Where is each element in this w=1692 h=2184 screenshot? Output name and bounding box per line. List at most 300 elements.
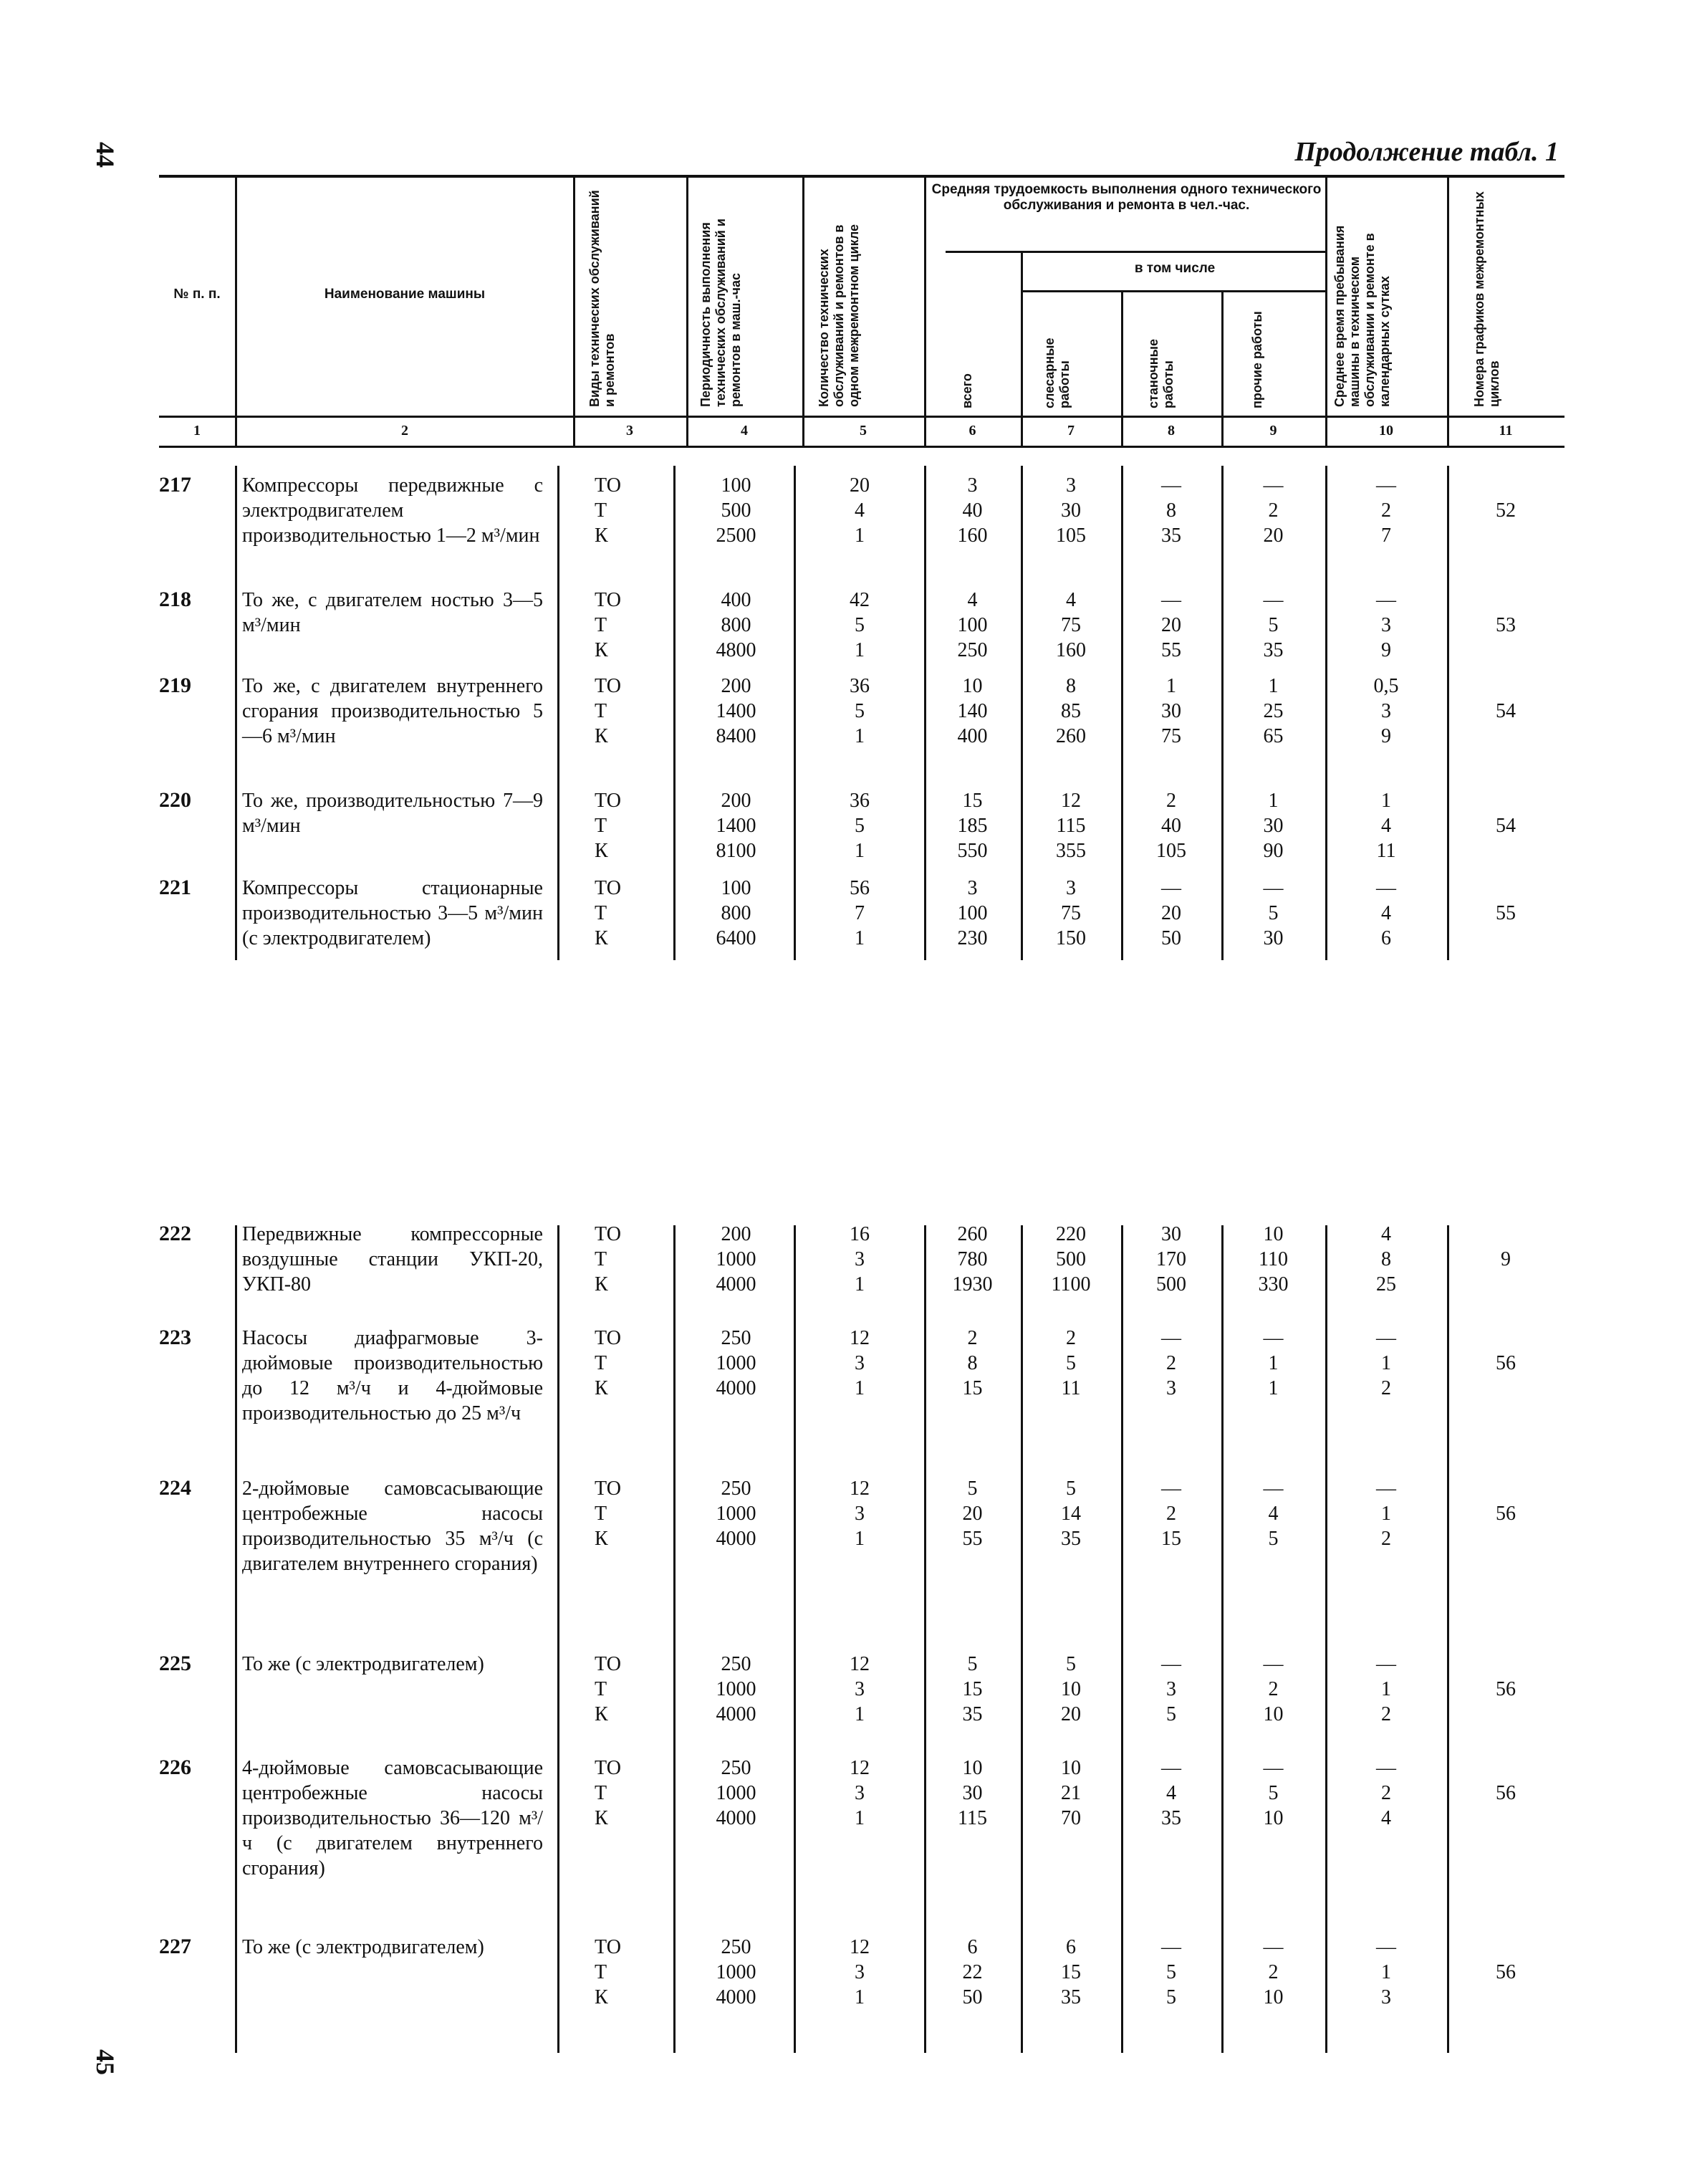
- cell-types: [566, 1222, 673, 1297]
- cell-value: Т: [595, 1503, 607, 1525]
- cell-fitter: [1021, 1756, 1121, 1831]
- cell-value: 2: [1268, 1678, 1279, 1700]
- row-number: 226: [159, 1756, 191, 1779]
- cell-value: —: [1263, 1757, 1284, 1779]
- cell-value: 8: [1166, 499, 1176, 522]
- cell-types: [566, 1935, 673, 2010]
- cell-count: [795, 788, 924, 863]
- cell-value: 20: [850, 474, 870, 497]
- machine-name: То же, производительностью 7—9 м³/мин: [242, 790, 543, 837]
- cell-value: 30: [1061, 499, 1081, 522]
- cell-value: Т: [595, 815, 607, 837]
- cell-value: 330: [1258, 1273, 1289, 1295]
- cell-period: [677, 1652, 795, 1727]
- cell-count: [795, 1652, 924, 1727]
- cell-value: —: [1263, 1477, 1284, 1500]
- cell-graph-number: 56: [1496, 1782, 1516, 1804]
- cell-value: 100: [957, 614, 988, 636]
- cell-count: [795, 1476, 924, 1551]
- group-rule: [946, 251, 1325, 253]
- cell-value: Т: [595, 614, 607, 636]
- cell-value: ТО: [595, 1223, 621, 1245]
- cell-other: [1221, 1476, 1325, 1551]
- cell-machine: [1121, 473, 1221, 548]
- cell-period: [677, 588, 795, 663]
- cell-value: 3: [855, 1248, 865, 1270]
- cell-value: 100: [721, 474, 751, 497]
- header-machine-work: станочные работы: [1146, 339, 1176, 408]
- header-service-types: Виды технических обслуживаний и ремонтов: [587, 190, 617, 407]
- cell-value: 1: [1268, 1352, 1279, 1374]
- cell-value: ТО: [595, 1757, 621, 1779]
- cell-value: —: [1263, 1936, 1284, 1958]
- cell-value: 3: [967, 474, 978, 497]
- cell-value: 50: [1161, 927, 1181, 949]
- cell-value: 3: [855, 1503, 865, 1525]
- cell-value: 6: [1066, 1936, 1076, 1958]
- row-number: 217: [159, 473, 191, 497]
- cell-value: 40: [962, 499, 983, 522]
- cell-value: 105: [1056, 525, 1086, 547]
- cell-value: 105: [1156, 840, 1186, 862]
- cell-value: —: [1161, 1327, 1181, 1349]
- cell-value: 1000: [716, 1352, 756, 1374]
- cell-types: [566, 876, 673, 951]
- cell-value: 250: [957, 639, 988, 661]
- cell-value: 15: [962, 1377, 983, 1399]
- cell-total: [924, 1652, 1021, 1727]
- cell-value: 4000: [716, 1528, 756, 1550]
- body-col-rule: [557, 1225, 559, 2053]
- cell-value: 3: [1066, 474, 1076, 497]
- cell-count: [795, 588, 924, 663]
- body-col-rule: [235, 1225, 237, 2053]
- cell-value: 1: [1268, 675, 1279, 697]
- cell-value: 3: [855, 1782, 865, 1804]
- cell-value: 75: [1061, 902, 1081, 924]
- cell-value: 4000: [716, 1703, 756, 1725]
- cell-other: [1221, 1222, 1325, 1297]
- cell-value: 55: [1161, 639, 1181, 661]
- cell-value: 7: [855, 902, 865, 924]
- cell-value: 6400: [716, 927, 756, 949]
- cell-days: [1325, 674, 1447, 749]
- cell-value: ТО: [595, 589, 621, 611]
- numbers-bottom-rule: [159, 446, 1564, 448]
- cell-value: —: [1376, 1477, 1396, 1500]
- cell-other: [1221, 1652, 1325, 1727]
- cell-value: 10: [962, 1757, 983, 1779]
- header-periodicity: Периодичность выполнения технических обслуживаний и ремонтов в маш.-час: [698, 219, 743, 407]
- cell-value: 1: [855, 639, 865, 661]
- cell-value: 10: [1061, 1678, 1081, 1700]
- cell-machine: [1121, 674, 1221, 749]
- cell-period: [677, 1222, 795, 1297]
- cell-period: [677, 876, 795, 951]
- cell-days: [1325, 473, 1447, 548]
- cell-value: —: [1376, 589, 1396, 611]
- cell-value: 400: [721, 589, 751, 611]
- machine-name: То же, с двигателем ностью 3—5 м³/мин: [242, 589, 543, 636]
- cell-value: 1: [1166, 675, 1176, 697]
- cell-value: 800: [721, 614, 751, 636]
- cell-count: [795, 1222, 924, 1297]
- cell-value: —: [1161, 474, 1181, 497]
- cell-fitter: [1021, 1652, 1121, 1727]
- cell-value: 5: [1066, 1653, 1076, 1675]
- cell-value: 160: [957, 525, 988, 547]
- cell-value: 2: [1381, 1377, 1391, 1399]
- cell-value: Т: [595, 499, 607, 522]
- cell-value: 15: [1061, 1961, 1081, 1983]
- cell-value: 5: [1166, 1703, 1176, 1725]
- cell-value: 115: [958, 1807, 987, 1829]
- cell-value: 42: [850, 589, 870, 611]
- cell-value: 5: [1066, 1477, 1076, 1500]
- cell-value: 30: [1263, 815, 1284, 837]
- cell-value: ТО: [595, 675, 621, 697]
- cell-value: 40: [1161, 815, 1181, 837]
- cell-value: 260: [1056, 725, 1086, 747]
- column-number: 9: [1269, 423, 1277, 439]
- cell-value: 3: [855, 1352, 865, 1374]
- row-number: 221: [159, 876, 191, 899]
- cell-value: 4000: [716, 1807, 756, 1829]
- body-col-rule: [673, 466, 676, 960]
- cell-count: [795, 1326, 924, 1401]
- cell-value: 1100: [1051, 1273, 1091, 1295]
- cell-value: 1400: [716, 815, 756, 837]
- cell-value: 5: [967, 1653, 978, 1675]
- cell-period: [677, 473, 795, 548]
- cell-graph-number: 9: [1501, 1248, 1511, 1270]
- cell-value: 2: [1166, 790, 1176, 812]
- cell-machine: [1121, 1222, 1221, 1297]
- cell-value: 9: [1381, 725, 1391, 747]
- cell-value: К: [595, 1703, 608, 1725]
- cell-value: 20: [1061, 1703, 1081, 1725]
- cell-value: —: [1376, 1757, 1396, 1779]
- cell-value: 12: [1061, 790, 1081, 812]
- cell-count: [795, 473, 924, 548]
- cell-value: —: [1161, 589, 1181, 611]
- cell-value: 500: [1156, 1273, 1186, 1295]
- cell-value: 1: [855, 1807, 865, 1829]
- cell-value: 10: [1061, 1757, 1081, 1779]
- cell-value: 15: [962, 790, 983, 812]
- cell-value: 35: [1061, 1528, 1081, 1550]
- cell-other: [1221, 588, 1325, 663]
- page-number-top: 44: [91, 142, 120, 168]
- cell-value: Т: [595, 1782, 607, 1804]
- cell-value: 30: [962, 1782, 983, 1804]
- cell-value: 160: [1056, 639, 1086, 661]
- cell-value: К: [595, 1273, 608, 1295]
- cell-value: 3: [1381, 1986, 1391, 2008]
- cell-value: 5: [1066, 1352, 1076, 1374]
- cell-value: —: [1161, 877, 1181, 899]
- cell-value: 1: [855, 525, 865, 547]
- row-number: 223: [159, 1326, 191, 1349]
- cell-value: 4: [1066, 589, 1076, 611]
- cell-value: 5: [1268, 1528, 1279, 1550]
- cell-value: 1: [855, 927, 865, 949]
- cell-value: 1000: [716, 1678, 756, 1700]
- cell-value: 1930: [952, 1273, 993, 1295]
- column-number: 10: [1379, 423, 1393, 439]
- cell-value: —: [1161, 1757, 1181, 1779]
- cell-value: 200: [721, 790, 751, 812]
- cell-value: 1: [1381, 1352, 1391, 1374]
- cell-value: 4: [1381, 1807, 1391, 1829]
- cell-value: 11: [1376, 840, 1396, 862]
- cell-value: 1000: [716, 1782, 756, 1804]
- cell-fitter: [1021, 1476, 1121, 1551]
- cell-value: 2: [967, 1327, 978, 1349]
- cell-graph-number: 53: [1496, 614, 1516, 636]
- cell-value: 21: [1061, 1782, 1081, 1804]
- cell-value: К: [595, 725, 608, 747]
- body-col-rule: [1447, 1225, 1449, 2053]
- cell-value: 1: [855, 1377, 865, 1399]
- cell-value: 2: [1268, 1961, 1279, 1983]
- continuation-caption: Продолжение табл. 1: [1294, 137, 1559, 167]
- cell-value: 15: [962, 1678, 983, 1700]
- cell-value: —: [1263, 1653, 1284, 1675]
- cell-machine: [1121, 1756, 1221, 1831]
- cell-value: 4: [1381, 902, 1391, 924]
- cell-fitter: [1021, 674, 1121, 749]
- cell-value: —: [1376, 474, 1396, 497]
- cell-value: 25: [1376, 1273, 1396, 1295]
- cell-value: ТО: [595, 1477, 621, 1500]
- machine-name: Компрессоры стационарные производительностью 3—5 м³/мин (с электродвигателем): [242, 877, 543, 949]
- header-col-separator: [573, 176, 575, 447]
- cell-value: 10: [1263, 1703, 1284, 1725]
- cell-value: 30: [1161, 700, 1181, 722]
- column-number: 3: [626, 423, 633, 439]
- cell-value: 1000: [716, 1248, 756, 1270]
- row-number: 222: [159, 1222, 191, 1245]
- header-graph-numbers: Номера графиков межремонтных циклов: [1472, 191, 1501, 407]
- cell-value: 16: [850, 1223, 870, 1245]
- cell-total: [924, 1222, 1021, 1297]
- cell-value: 3: [1066, 877, 1076, 899]
- cell-value: 4: [1166, 1782, 1176, 1804]
- cell-value: 22: [962, 1961, 983, 1983]
- cell-value: ТО: [595, 790, 621, 812]
- cell-fitter: [1021, 1935, 1121, 2010]
- cell-value: 1: [855, 725, 865, 747]
- header-number: № п. п.: [173, 287, 221, 302]
- cell-days: [1325, 876, 1447, 951]
- cell-fitter: [1021, 1326, 1121, 1401]
- cell-count: [795, 876, 924, 951]
- cell-value: 500: [721, 499, 751, 522]
- cell-value: 8: [967, 1352, 978, 1374]
- header-bottom-rule: [159, 416, 1564, 418]
- column-number: 11: [1499, 423, 1513, 439]
- body-col-rule: [673, 1225, 676, 2053]
- cell-graph-number: 52: [1496, 499, 1516, 522]
- cell-machine: [1121, 588, 1221, 663]
- cell-other: [1221, 674, 1325, 749]
- cell-value: 115: [1056, 815, 1086, 837]
- cell-other: [1221, 788, 1325, 863]
- cell-total: [924, 1935, 1021, 2010]
- header-other-work: прочие работы: [1250, 311, 1264, 408]
- cell-value: 70: [1061, 1807, 1081, 1829]
- cell-types: [566, 674, 673, 749]
- header-labor-group: Средняя трудоемкость выполнения одного технического обслуживания и ремонта в чел.-час.: [931, 182, 1322, 213]
- cell-value: 8100: [716, 840, 756, 862]
- cell-graph-number: 56: [1496, 1352, 1516, 1374]
- cell-value: 170: [1156, 1248, 1186, 1270]
- cell-value: 2: [1381, 1782, 1391, 1804]
- cell-other: [1221, 473, 1325, 548]
- cell-period: [677, 1476, 795, 1551]
- cell-other: [1221, 1935, 1325, 2010]
- column-number: 1: [193, 423, 201, 439]
- cell-graph-number: 55: [1496, 902, 1516, 924]
- cell-value: 250: [721, 1477, 751, 1500]
- header-machine-name: Наименование машины: [324, 287, 486, 302]
- cell-machine: [1121, 1652, 1221, 1727]
- cell-value: 5: [855, 815, 865, 837]
- cell-value: 2: [1381, 499, 1391, 522]
- subgroup-rule: [1021, 290, 1325, 292]
- cell-total: [924, 674, 1021, 749]
- cell-value: Т: [595, 1961, 607, 1983]
- cell-value: 9: [1381, 639, 1391, 661]
- cell-graph-number: 54: [1496, 815, 1516, 837]
- cell-days: [1325, 588, 1447, 663]
- cell-value: —: [1376, 1327, 1396, 1349]
- cell-value: 35: [1161, 525, 1181, 547]
- cell-days: [1325, 1222, 1447, 1297]
- cell-value: 12: [850, 1936, 870, 1958]
- cell-count: [795, 1756, 924, 1831]
- cell-value: 185: [957, 815, 988, 837]
- cell-value: 3: [1381, 614, 1391, 636]
- cell-types: [566, 1326, 673, 1401]
- cell-period: [677, 674, 795, 749]
- cell-value: 260: [957, 1223, 988, 1245]
- cell-days: [1325, 1652, 1447, 1727]
- cell-value: 4000: [716, 1377, 756, 1399]
- cell-types: [566, 473, 673, 548]
- cell-fitter: [1021, 1222, 1121, 1297]
- cell-value: 2: [1066, 1327, 1076, 1349]
- cell-value: К: [595, 927, 608, 949]
- cell-other: [1221, 876, 1325, 951]
- machine-name: Насосы диафрагмовые 3-дюймовые производительностью до 12 м³/ч и 4-дюймовые производительностью до 25 м³/ч: [242, 1327, 543, 1424]
- header-total: всего: [960, 373, 974, 408]
- cell-value: 1: [855, 1273, 865, 1295]
- cell-value: 0,5: [1373, 675, 1399, 697]
- cell-other: [1221, 1326, 1325, 1401]
- cell-machine: [1121, 876, 1221, 951]
- body-col-rule: [557, 466, 559, 960]
- cell-value: К: [595, 1528, 608, 1550]
- cell-total: [924, 1326, 1021, 1401]
- cell-fitter: [1021, 588, 1121, 663]
- cell-value: 1: [1381, 790, 1391, 812]
- cell-value: 8: [1381, 1248, 1391, 1270]
- cell-value: 4: [855, 499, 865, 522]
- cell-value: 4: [1381, 1223, 1391, 1245]
- column-number: 5: [860, 423, 867, 439]
- column-number: 2: [401, 423, 408, 439]
- cell-value: ТО: [595, 1653, 621, 1675]
- machine-name: 2-дюймовые самовсасывающие центробежные насосы производительностью 35 м³/ч (с двигателем внутреннего сгорания): [242, 1477, 543, 1575]
- header-col-separator: [235, 176, 237, 447]
- cell-value: 5: [1268, 1782, 1279, 1804]
- cell-value: ТО: [595, 877, 621, 899]
- cell-total: [924, 473, 1021, 548]
- cell-value: 5: [855, 614, 865, 636]
- cell-total: [924, 588, 1021, 663]
- cell-value: К: [595, 1807, 608, 1829]
- column-number: 6: [968, 423, 976, 439]
- cell-fitter: [1021, 788, 1121, 863]
- cell-value: 65: [1263, 725, 1284, 747]
- machine-name: То же (с электродвигателем): [242, 1653, 484, 1675]
- row-number: 227: [159, 1935, 191, 1958]
- cell-period: [677, 1935, 795, 2010]
- cell-value: 110: [1259, 1248, 1288, 1270]
- cell-value: 35: [1263, 639, 1284, 661]
- cell-days: [1325, 788, 1447, 863]
- cell-graph-number: 56: [1496, 1961, 1516, 1983]
- cell-period: [677, 1326, 795, 1401]
- header-subgroup: в том числе: [1134, 261, 1216, 276]
- row-number: 218: [159, 588, 191, 611]
- row-number: 225: [159, 1652, 191, 1675]
- cell-value: 2: [1268, 499, 1279, 522]
- machine-name: Компрессоры передвижные с электродвигателем производительностью 1—2 м³/мин: [242, 474, 543, 547]
- cell-value: К: [595, 525, 608, 547]
- cell-value: 1: [855, 1703, 865, 1725]
- cell-value: 56: [850, 877, 870, 899]
- cell-value: 4800: [716, 639, 756, 661]
- cell-value: 250: [721, 1757, 751, 1779]
- cell-value: —: [1263, 877, 1284, 899]
- cell-value: 7: [1381, 525, 1391, 547]
- cell-value: 550: [957, 840, 988, 862]
- cell-value: 5: [967, 1477, 978, 1500]
- cell-value: К: [595, 840, 608, 862]
- cell-value: 8400: [716, 725, 756, 747]
- cell-value: 400: [957, 725, 988, 747]
- cell-graph-number: 56: [1496, 1503, 1516, 1525]
- cell-count: [795, 674, 924, 749]
- cell-value: 55: [962, 1528, 983, 1550]
- cell-value: —: [1161, 1477, 1181, 1500]
- cell-value: 800: [721, 902, 751, 924]
- cell-machine: [1121, 1476, 1221, 1551]
- cell-value: 2500: [716, 525, 756, 547]
- cell-value: 12: [850, 1327, 870, 1349]
- cell-value: 1000: [716, 1503, 756, 1525]
- cell-days: [1325, 1476, 1447, 1551]
- cell-value: 20: [962, 1503, 983, 1525]
- cell-value: 1: [1381, 1961, 1391, 1983]
- header-downtime: Среднее время пребывания машины в техническом обслуживании и ремонте в календарных сутках: [1332, 225, 1392, 407]
- cell-value: 250: [721, 1327, 751, 1349]
- machine-name: То же, с двигателем внутреннего сгорания производительностью 5—6 м³/мин: [242, 675, 543, 747]
- cell-days: [1325, 1756, 1447, 1831]
